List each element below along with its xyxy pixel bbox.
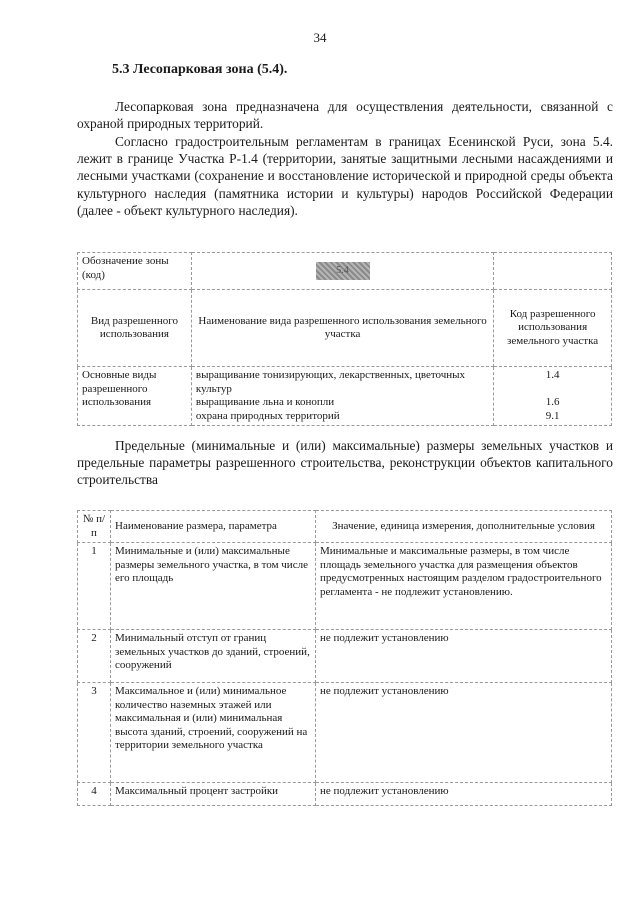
row-value: не подлежит установлению	[316, 630, 612, 683]
paragraph-limits: Предельные (минимальные и (или) максимальные) размеры земельных участков и предельные параметры разрешенного строительства, реконструкции объектов капитального строительства	[77, 438, 613, 488]
col-num: № п/п	[78, 511, 111, 543]
col-use-type: Вид разрешенного использования	[78, 290, 192, 367]
row-num: 3	[78, 683, 111, 783]
page-number: 34	[313, 30, 327, 45]
use-name: охрана природных территорий	[195, 409, 340, 422]
use-name: выращивание тонизирующих, лекарственных, цветочных культур	[195, 369, 466, 395]
col-use-code: Код разрешенного использования земельного участка	[494, 290, 612, 367]
row-num: 2	[78, 630, 111, 683]
row-name: Максимальный процент застройки	[111, 783, 316, 806]
paragraph-purpose: Лесопарковая зона предназначена для осуществления деятельности, связанной с охраной природных территорий.	[77, 99, 613, 132]
row-value: не подлежит установлению	[316, 683, 612, 783]
zone-table	[77, 252, 612, 426]
paragraph-regulations: Согласно градостроительным регламентам в границах Есенинской Руси, зона 5.4. лежит в границе Участка Р-1.4 (территории, занятые защитными лесными насаждениями и лесными участками (сохранение и восстановление исторической и природной среды объекта культурного наследия (памятника истории и культуры) народов Российской Федерации (далее - объект культурного наследия).	[77, 134, 613, 218]
table-row	[78, 783, 612, 806]
table-row	[78, 543, 612, 630]
zone-code-cell	[191, 253, 493, 290]
use-code: 9.1	[545, 409, 560, 422]
table-row	[78, 630, 612, 683]
zone-code-label: Обозначение зоны (код)	[78, 253, 192, 290]
params-table	[77, 510, 612, 806]
zone-code-stamp: 5.4	[316, 262, 370, 280]
col-name: Наименование размера, параметра	[111, 511, 316, 543]
row-num: 1	[78, 543, 111, 630]
use-codes	[494, 367, 612, 426]
col-value: Значение, единица измерения, дополнительные условия	[316, 511, 612, 543]
use-code: 1.6	[545, 396, 560, 408]
use-code: 1.4	[545, 369, 560, 381]
row-label-main-uses: Основные виды разрешенного использования	[78, 367, 192, 426]
row-num: 4	[78, 783, 111, 806]
use-name: выращивание льна и конопли	[195, 396, 335, 408]
empty-cell	[494, 253, 612, 290]
row-value: не подлежит установлению	[316, 783, 612, 806]
table-row	[78, 683, 612, 783]
row-name: Минимальные и (или) максимальные размеры земельного участка, в том числе его площадь	[111, 543, 316, 630]
row-name: Минимальный отступ от границ земельных участков до зданий, строений, сооружений	[111, 630, 316, 683]
col-use-name: Наименование вида разрешенного использования земельного участка	[191, 290, 493, 367]
use-names	[191, 367, 493, 426]
section-heading: 5.3 Лесопарковая зона (5.4).	[112, 62, 288, 77]
row-value: Минимальные и максимальные размеры, в том числе площадь земельного участка для размещения объектов предусмотренных настоящим разделом градостроительного регламента - не подлежит установлению.	[316, 543, 612, 630]
row-name: Максимальное и (или) минимальное количество наземных этажей или максимальная и (или) минимальная высота зданий, строений, сооружений на территории земельного участка	[111, 683, 316, 783]
